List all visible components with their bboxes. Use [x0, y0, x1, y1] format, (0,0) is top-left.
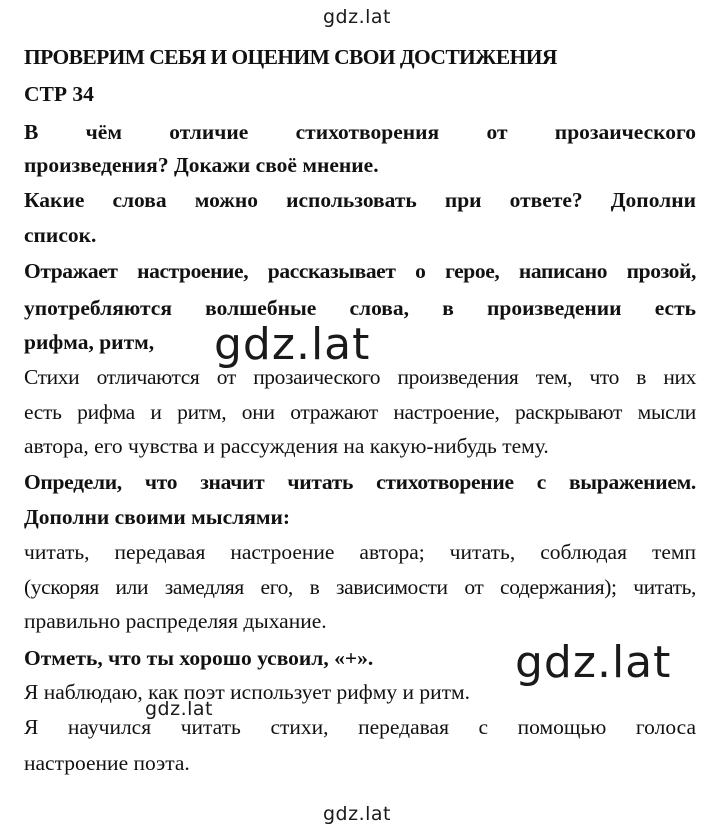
task-mark-line: Отметь, что ты хорошо усвоил, «+».	[24, 646, 374, 670]
mark-answer-line-2: Я научился читать стихи, передавая с помощью голоса	[24, 715, 696, 739]
task-expression-line-1: Определи, что значит читать стихотворение с выражением.	[24, 470, 696, 494]
page-number: СТР 34	[24, 82, 94, 106]
answer-line-1: Стихи отличаются от прозаического произведения тем, что в них	[24, 365, 696, 389]
watermark-right: gdz.lat	[515, 637, 672, 688]
answer-bold-line-3: рифма, ритм,	[24, 330, 155, 354]
mark-answer-line-1: Я наблюдаю, как поэт использует рифму и ритм.	[24, 680, 470, 704]
expression-answer-line-2: (ускоряя или замедляя его, в зависимости от содержания); читать,	[24, 575, 696, 599]
watermark-bottom: gdz.lat	[323, 803, 392, 825]
watermark-middle: gdz.lat	[214, 319, 371, 370]
question-line-2: произведения? Докажи своё мнение.	[24, 153, 379, 177]
answer-bold-line-1: Отражает настроение, рассказывает о герое, написано прозой,	[24, 259, 696, 283]
watermark-top: gdz.lat	[323, 6, 392, 28]
mark-answer-line-3: настроение поэта.	[24, 751, 190, 775]
answer-line-2: есть рифма и ритм, они отражают настроение, раскрывают мысли	[24, 400, 696, 424]
task-line-2: список.	[24, 223, 97, 247]
expression-answer-line-3: правильно распределяя дыхание.	[24, 609, 327, 633]
expression-answer-line-1: читать, передавая настроение автора; читать, соблюдая темп	[24, 540, 696, 564]
document-page	[24, 0, 696, 833]
task-expression-line-2: Дополни своими мыслями:	[24, 505, 291, 529]
page-title: ПРОВЕРИМ СЕБЯ И ОЦЕНИМ СВОИ ДОСТИЖЕНИЯ	[24, 45, 557, 69]
question-line-1: В чём отличие стихотворения от прозаического	[24, 120, 696, 144]
answer-line-3: автора, его чувства и рассуждения на какую-нибудь тему.	[24, 434, 549, 458]
answer-bold-line-2: употребляются волшебные слова, в произведении есть	[24, 296, 696, 320]
task-line-1: Какие слова можно использовать при ответе? Дополни	[24, 188, 696, 212]
watermark-inline: gdz.lat	[145, 698, 214, 720]
